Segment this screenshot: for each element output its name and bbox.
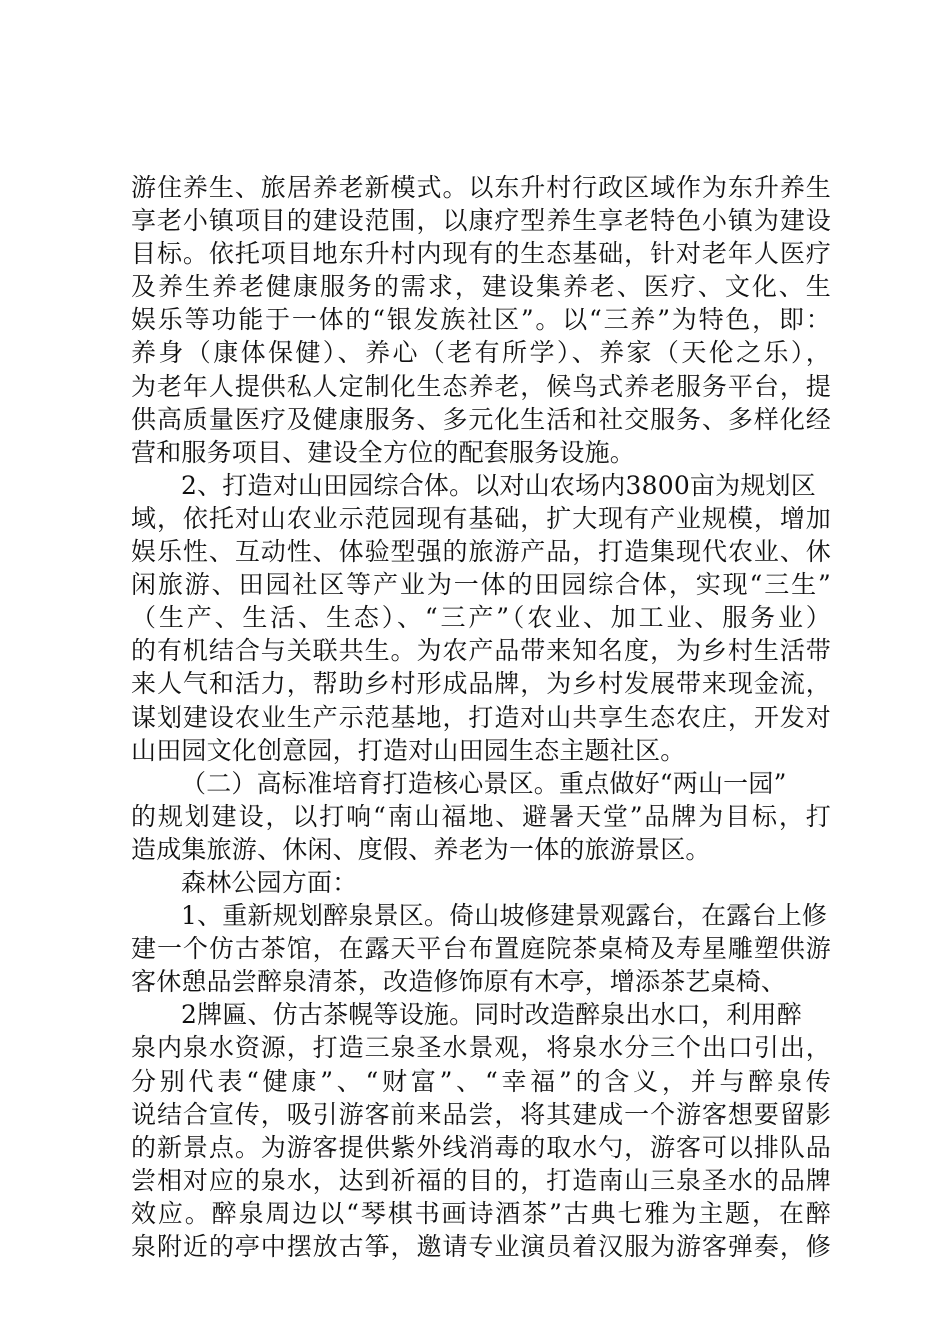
text-line: 分别代表“健康”、“财富”、“幸福”的含义，并与醉泉传 xyxy=(131,1066,831,1096)
text-line: 建一个仿古茶馆，在露天平台布置庭院茶桌椅及寿星雕塑供游 xyxy=(131,934,831,964)
text-line: 游住养生、旅居养老新模式。以东升村行政区域作为东升养生 xyxy=(131,173,831,202)
text-line: 享老小镇项目的建设范围，以康疗型养生享老特色小镇为建设 xyxy=(131,206,831,236)
text-line: 娱乐等功能于一体的“银发族社区”。以“三养”为特色，即： xyxy=(131,305,831,335)
text-line: 的有机结合与关联共生。为农产品带来知名度，为乡村生活带 xyxy=(131,636,831,666)
text-line: （生产、生活、生态）、“三产”（农业、加工业、服务业） xyxy=(131,603,831,633)
text-line: 闲旅游、田园社区等产业为一体的田园综合体，实现“三生” xyxy=(131,570,831,600)
text-line: 效应。醉泉周边以“琴棋书画诗酒茶”古典七雅为主题，在醉 xyxy=(131,1198,831,1228)
text-line: 客休憩品尝醉泉清茶，改造修饰原有木亭，增添茶艺桌椅、 xyxy=(131,967,787,997)
text-line: 说结合宣传，吸引游客前来品尝，将其建成一个游客想要留影 xyxy=(131,1099,831,1129)
text-line: 山田园文化创意园，打造对山田园生态主题社区。 xyxy=(131,735,686,765)
text-line: 2、打造对山田园综合体。以对山农场内3800亩为规划区 xyxy=(181,470,816,500)
text-line: 娱乐性、互动性、体验型强的旅游产品，打造集现代农业、休 xyxy=(131,537,831,567)
text-line: 为老年人提供私人定制化生态养老，候鸟式养老服务平台，提 xyxy=(131,371,831,401)
text-line: 造成集旅游、休闲、度假、养老为一体的旅游景区。 xyxy=(131,834,711,864)
text-line: 的新景点。为游客提供紫外线消毒的取水勺，游客可以排队品 xyxy=(131,1132,831,1162)
text-line: 来人气和活力，帮助乡村形成品牌，为乡村发展带来现金流， xyxy=(131,669,831,699)
text-line: 谋划建设农业生产示范基地，打造对山共享生态农庄，开发对 xyxy=(131,702,831,732)
text-line: 泉内泉水资源，打造三泉圣水景观，将泉水分三个出口引出， xyxy=(131,1033,831,1063)
text-line: 目标。依托项目地东升村内现有的生态基础，针对老年人医疗 xyxy=(131,239,831,269)
text-line: 1、重新规划醉泉景区。倚山坡修建景观露台，在露台上修 xyxy=(181,901,828,931)
text-line: 2牌匾、仿古茶幌等设施。同时改造醉泉出水口，利用醉 xyxy=(181,1000,802,1030)
text-line: 尝相对应的泉水，达到祈福的目的，打造南山三泉圣水的品牌 xyxy=(131,1165,831,1195)
text-line: 及养生养老健康服务的需求，建设集养老、医疗、文化、生 xyxy=(131,272,831,302)
text-line: 供高质量医疗及健康服务、多元化生活和社交服务、多样化经 xyxy=(131,404,831,434)
text-line: 泉附近的亭中摆放古筝，邀请专业演员着汉服为游客弹奏，修 xyxy=(131,1232,831,1261)
body-text xyxy=(131,171,831,1263)
text-line: 养身（康体保健）、养心（老有所学）、养家（天伦之乐）， xyxy=(131,338,831,368)
text-line: （二）高标准培育打造核心景区。重点做好“两山一园” xyxy=(181,768,787,798)
section-heading: 森林公园方面： xyxy=(181,867,358,897)
text-line: 的规划建设，以打响“南山福地、避暑天堂”品牌为目标，打 xyxy=(131,801,831,831)
text-line: 域，依托对山农业示范园现有基础，扩大现有产业规模，增加 xyxy=(131,503,831,533)
text-line: 营和服务项目、建设全方位的配套服务设施。 xyxy=(131,437,636,467)
